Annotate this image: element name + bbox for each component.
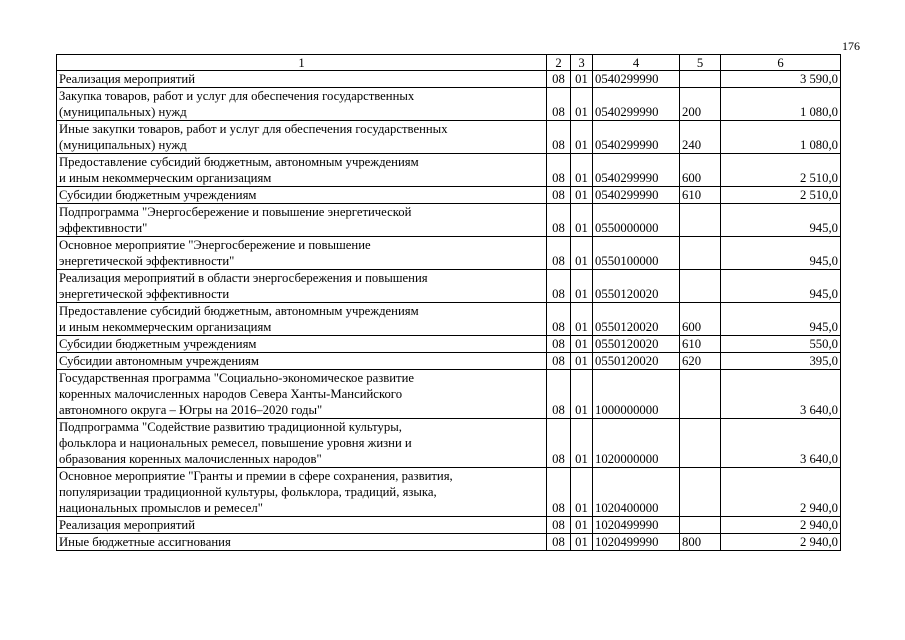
table-body bbox=[57, 71, 841, 551]
table-row bbox=[57, 303, 841, 336]
table-row bbox=[57, 336, 841, 353]
table-row bbox=[57, 88, 841, 121]
row-subsection-cell: 01 bbox=[571, 237, 593, 270]
column-header-amount: 6 bbox=[721, 55, 841, 71]
row-name-cell: Субсидии автономным учреждениям bbox=[57, 353, 547, 370]
column-header-target-item: 4 bbox=[593, 55, 680, 71]
table-header-row bbox=[57, 55, 841, 71]
row-name-cell: Подпрограмма "Содействие развитию традиционной культуры, фольклора и национальных ремесел, повышение уровня жизни и образования коренных малочисленных народов" bbox=[57, 419, 547, 468]
row-subsection-cell: 01 bbox=[571, 88, 593, 121]
row-section-cell: 08 bbox=[547, 353, 571, 370]
row-section-cell: 08 bbox=[547, 370, 571, 419]
row-expense-type-cell: 600 bbox=[680, 154, 721, 187]
row-section-cell: 08 bbox=[547, 187, 571, 204]
row-section-cell: 08 bbox=[547, 121, 571, 154]
row-target-item-cell: 0550120020 bbox=[593, 336, 680, 353]
row-name-cell: Подпрограмма "Энергосбережение и повышение энергетической эффективности" bbox=[57, 204, 547, 237]
row-target-item-cell: 0540299990 bbox=[593, 88, 680, 121]
row-subsection-cell: 01 bbox=[571, 468, 593, 517]
row-target-item-cell: 0550120020 bbox=[593, 270, 680, 303]
column-header-name: 1 bbox=[57, 55, 547, 71]
row-expense-type-cell: 620 bbox=[680, 353, 721, 370]
row-target-item-cell: 0550100000 bbox=[593, 237, 680, 270]
row-expense-type-cell bbox=[680, 270, 721, 303]
row-amount-cell: 945,0 bbox=[721, 303, 841, 336]
row-expense-type-cell bbox=[680, 71, 721, 88]
row-amount-cell: 945,0 bbox=[721, 270, 841, 303]
row-name-cell: Предоставление субсидий бюджетным, автономным учреждениям и иным некоммерческим организациям bbox=[57, 303, 547, 336]
row-amount-cell: 1 080,0 bbox=[721, 121, 841, 154]
row-expense-type-cell: 600 bbox=[680, 303, 721, 336]
row-expense-type-cell: 240 bbox=[680, 121, 721, 154]
row-name-cell: Иные закупки товаров, работ и услуг для обеспечения государственных (муниципальных) нужд bbox=[57, 121, 547, 154]
table-row bbox=[57, 270, 841, 303]
table-row bbox=[57, 517, 841, 534]
row-expense-type-cell bbox=[680, 237, 721, 270]
table-row bbox=[57, 534, 841, 551]
column-header-subsection: 3 bbox=[571, 55, 593, 71]
row-section-cell: 08 bbox=[547, 468, 571, 517]
row-subsection-cell: 01 bbox=[571, 419, 593, 468]
row-expense-type-cell bbox=[680, 370, 721, 419]
row-section-cell: 08 bbox=[547, 534, 571, 551]
row-expense-type-cell: 200 bbox=[680, 88, 721, 121]
table-row bbox=[57, 121, 841, 154]
row-expense-type-cell: 800 bbox=[680, 534, 721, 551]
row-name-cell: Основное мероприятие "Гранты и премии в сфере сохранения, развития, популяризации традиционной культуры, фольклора, традиций, языка, национальных промыслов и ремесел" bbox=[57, 468, 547, 517]
row-name-cell: Предоставление субсидий бюджетным, автономным учреждениям и иным некоммерческим организациям bbox=[57, 154, 547, 187]
row-name-cell: Иные бюджетные ассигнования bbox=[57, 534, 547, 551]
row-expense-type-cell bbox=[680, 517, 721, 534]
row-amount-cell: 550,0 bbox=[721, 336, 841, 353]
row-name-cell: Субсидии бюджетным учреждениям bbox=[57, 187, 547, 204]
row-amount-cell: 3 640,0 bbox=[721, 370, 841, 419]
table-row bbox=[57, 187, 841, 204]
table-row bbox=[57, 71, 841, 88]
row-target-item-cell: 0550000000 bbox=[593, 204, 680, 237]
row-expense-type-cell bbox=[680, 468, 721, 517]
row-name-cell: Основное мероприятие "Энергосбережение и повышение энергетической эффективности" bbox=[57, 237, 547, 270]
row-subsection-cell: 01 bbox=[571, 303, 593, 336]
row-expense-type-cell: 610 bbox=[680, 187, 721, 204]
row-section-cell: 08 bbox=[547, 88, 571, 121]
page-number: 176 bbox=[842, 39, 860, 53]
row-subsection-cell: 01 bbox=[571, 370, 593, 419]
table-row bbox=[57, 154, 841, 187]
row-section-cell: 08 bbox=[547, 336, 571, 353]
row-amount-cell: 1 080,0 bbox=[721, 88, 841, 121]
row-expense-type-cell: 610 bbox=[680, 336, 721, 353]
row-subsection-cell: 01 bbox=[571, 187, 593, 204]
row-target-item-cell: 1000000000 bbox=[593, 370, 680, 419]
row-target-item-cell: 1020400000 bbox=[593, 468, 680, 517]
table-row bbox=[57, 353, 841, 370]
row-name-cell: Реализация мероприятий bbox=[57, 517, 547, 534]
row-target-item-cell: 1020499990 bbox=[593, 534, 680, 551]
row-amount-cell: 2 940,0 bbox=[721, 517, 841, 534]
row-target-item-cell: 1020000000 bbox=[593, 419, 680, 468]
row-amount-cell: 2 940,0 bbox=[721, 468, 841, 517]
table-row bbox=[57, 370, 841, 419]
row-name-cell: Реализация мероприятий bbox=[57, 71, 547, 88]
row-amount-cell: 3 640,0 bbox=[721, 419, 841, 468]
row-section-cell: 08 bbox=[547, 303, 571, 336]
row-section-cell: 08 bbox=[547, 419, 571, 468]
row-amount-cell: 3 590,0 bbox=[721, 71, 841, 88]
row-target-item-cell: 0550120020 bbox=[593, 353, 680, 370]
row-amount-cell: 2 940,0 bbox=[721, 534, 841, 551]
row-subsection-cell: 01 bbox=[571, 534, 593, 551]
row-amount-cell: 395,0 bbox=[721, 353, 841, 370]
row-subsection-cell: 01 bbox=[571, 154, 593, 187]
row-target-item-cell: 0540299990 bbox=[593, 154, 680, 187]
row-subsection-cell: 01 bbox=[571, 353, 593, 370]
row-section-cell: 08 bbox=[547, 517, 571, 534]
row-amount-cell: 945,0 bbox=[721, 237, 841, 270]
row-subsection-cell: 01 bbox=[571, 204, 593, 237]
column-header-section: 2 bbox=[547, 55, 571, 71]
row-subsection-cell: 01 bbox=[571, 71, 593, 88]
row-target-item-cell: 0550120020 bbox=[593, 303, 680, 336]
row-amount-cell: 2 510,0 bbox=[721, 187, 841, 204]
row-name-cell: Реализация мероприятий в области энергосбережения и повышения энергетической эффективности bbox=[57, 270, 547, 303]
table-row bbox=[57, 468, 841, 517]
row-section-cell: 08 bbox=[547, 237, 571, 270]
row-section-cell: 08 bbox=[547, 71, 571, 88]
row-amount-cell: 2 510,0 bbox=[721, 154, 841, 187]
table-row bbox=[57, 419, 841, 468]
row-section-cell: 08 bbox=[547, 270, 571, 303]
row-subsection-cell: 01 bbox=[571, 121, 593, 154]
budget-table bbox=[56, 54, 841, 551]
row-name-cell: Закупка товаров, работ и услуг для обеспечения государственных (муниципальных) нужд bbox=[57, 88, 547, 121]
table-row bbox=[57, 237, 841, 270]
row-expense-type-cell bbox=[680, 204, 721, 237]
row-target-item-cell: 0540299990 bbox=[593, 121, 680, 154]
row-section-cell: 08 bbox=[547, 204, 571, 237]
row-subsection-cell: 01 bbox=[571, 517, 593, 534]
row-expense-type-cell bbox=[680, 419, 721, 468]
row-target-item-cell: 0540299990 bbox=[593, 187, 680, 204]
row-subsection-cell: 01 bbox=[571, 336, 593, 353]
row-name-cell: Государственная программа "Социально-экономическое развитие коренных малочисленных народов Севера Ханты-Мансийского автономного округа – Югры на 2016–2020 годы" bbox=[57, 370, 547, 419]
row-amount-cell: 945,0 bbox=[721, 204, 841, 237]
table-row bbox=[57, 204, 841, 237]
column-header-expense-type: 5 bbox=[680, 55, 721, 71]
row-name-cell: Субсидии бюджетным учреждениям bbox=[57, 336, 547, 353]
row-target-item-cell: 1020499990 bbox=[593, 517, 680, 534]
row-section-cell: 08 bbox=[547, 154, 571, 187]
row-target-item-cell: 0540299990 bbox=[593, 71, 680, 88]
row-subsection-cell: 01 bbox=[571, 270, 593, 303]
